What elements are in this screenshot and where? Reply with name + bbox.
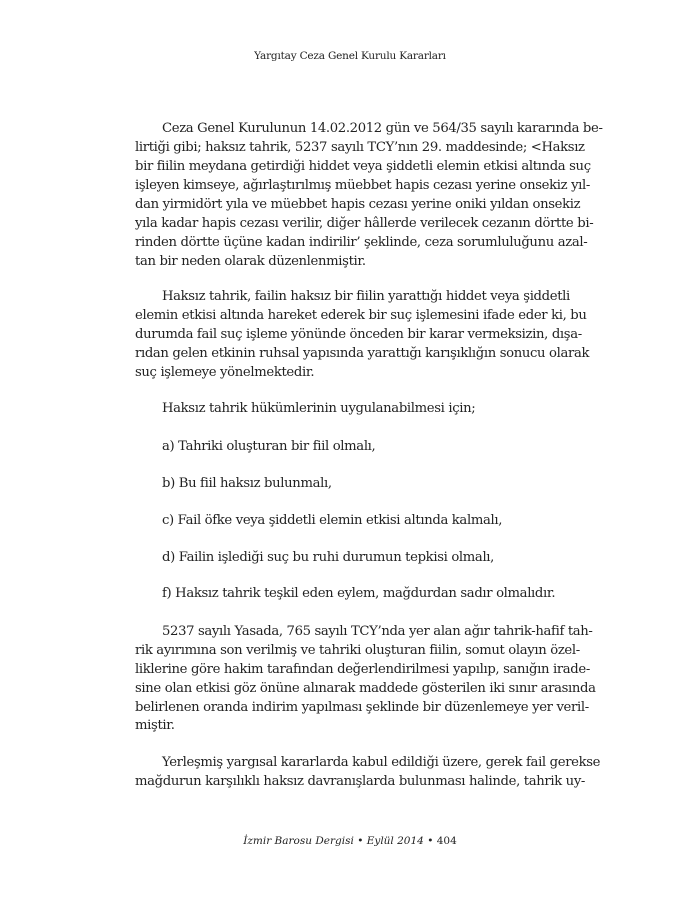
journal-name: İzmir Barosu Dergisi (243, 835, 354, 847)
list-item: c) Fail öfke veya şiddetli elemin etkisi altında kalmalı, (162, 513, 503, 528)
text-line: durumda fail suç işleme yönünde önceden bir karar vermeksizin, dışa- (135, 327, 582, 342)
text-line: Yerleşmiş yargısal kararlarda kabul edildiği üzere, gerek fail gerekse (162, 755, 601, 770)
text-line: Ceza Genel Kurulunun 14.02.2012 gün ve 564/35 sayılı kararında be- (162, 121, 603, 136)
text-line: yıla kadar hapis cezası verilir, diğer hâllerde verilecek cezanın dörtte bi- (135, 216, 594, 231)
text-line: Haksız tahrik, failin haksız bir fiilin yarattığı hiddet veya şiddetli (162, 289, 570, 304)
list-item: a) Tahriki oluşturan bir fiil olmalı, (162, 439, 376, 454)
text-line: lirtiği gibi; haksız tahrik, 5237 sayılı TCY’nın 29. maddesinde; <Haksız (135, 140, 585, 155)
text-line: liklerine göre hakim tarafından değerlendirilmesi yapılıp, sanığın irade- (135, 662, 590, 677)
text-line: tan bir neden olarak düzenlenmiştir. (135, 254, 366, 269)
list-item: b) Bu fiil haksız bulunmalı, (162, 476, 332, 491)
issue-date: Eylül 2014 (366, 835, 424, 847)
text-line: belirlenen oranda indirim yapılması şeklinde bir düzenlemeye yer veril- (135, 700, 589, 715)
running-footer: İzmir Barosu Dergisi • Eylül 2014 • 404 (243, 835, 457, 847)
running-header: Yargıtay Ceza Genel Kurulu Kararları (254, 50, 446, 62)
text-line: 5237 sayılı Yasada, 765 sayılı TCY’nda yer alan ağır tahrik-hafif tah- (162, 624, 593, 639)
text-line: rik ayırımına son verilmiş ve tahriki oluşturan fiilin, somut olayın özel- (135, 643, 580, 658)
text-line: sine olan etkisi göz önüne alınarak maddede gösterilen iki sınır arasında (135, 681, 596, 696)
list-item: f) Haksız tahrik teşkil eden eylem, mağdurdan sadır olmalıdır. (162, 586, 556, 601)
text-line: işleyen kimseye, ağırlaştırılmış müebbet hapis cezası yerine onsekiz yıl- (135, 178, 591, 193)
text-line: bir fiilin meydana getirdiği hiddet veya şiddetli elemin etkisi altında suç (135, 159, 591, 174)
text-line: elemin etkisi altında hareket ederek bir suç işlemesini ifade eder ki, bu (135, 308, 587, 323)
text-line: rıdan gelen etkinin ruhsal yapısında yarattığı karışıklığın sonucu olarak (135, 346, 590, 361)
page-number: 404 (436, 835, 457, 847)
text-line: rinden dörtte üçüne kadan indirilir’ şeklinde, ceza sorumluluğunu azal- (135, 235, 588, 250)
text-line: mağdurun karşılıklı haksız davranışlarda bulunması halinde, tahrik uy- (135, 774, 586, 789)
list-item: d) Failin işlediği suç bu ruhi durumun tepkisi olmalı, (162, 550, 495, 565)
text-line: suç işlemeye yönelmektedir. (135, 365, 315, 380)
text-line: miştir. (135, 718, 175, 733)
text-line: Haksız tahrik hükümlerinin uygulanabilmesi için; (162, 401, 476, 416)
text-line: dan yirmidört yıla ve müebbet hapis cezası yerine oniki yıldan onsekiz (135, 197, 581, 212)
